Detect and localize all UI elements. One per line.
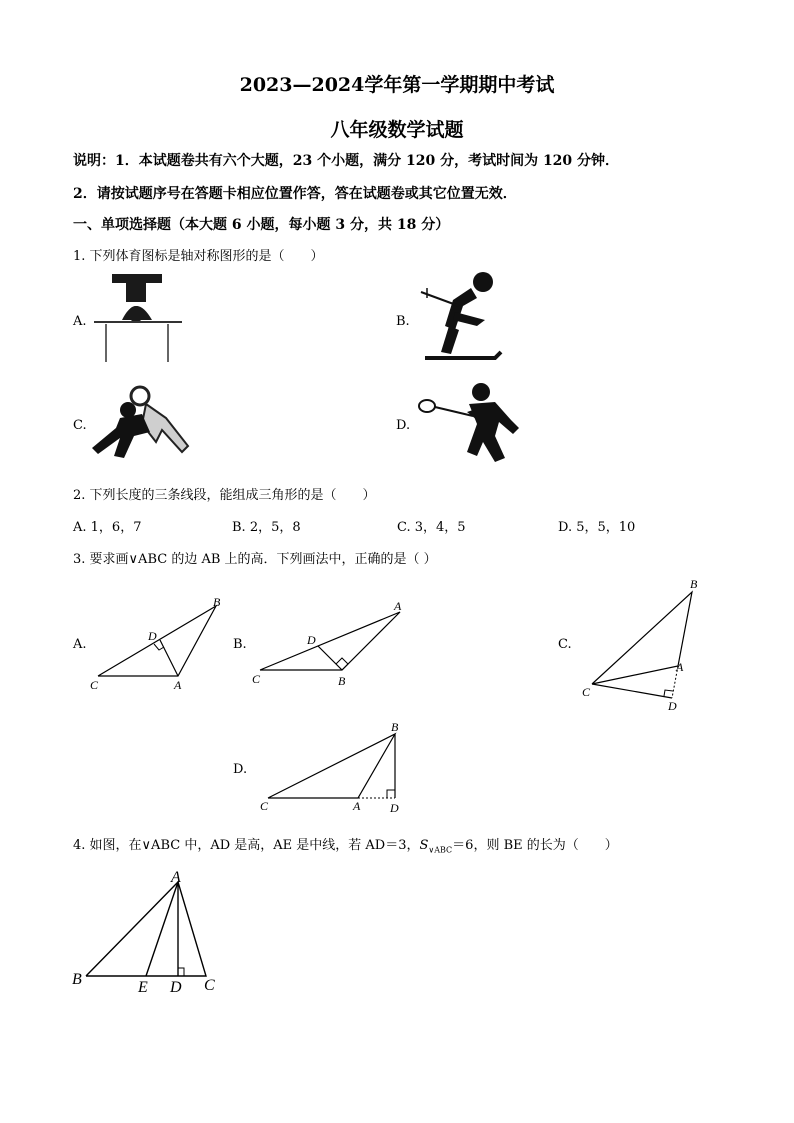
handstand-icon — [90, 268, 190, 368]
q1-option-d-label: D. — [396, 418, 411, 433]
label-a: A — [174, 678, 182, 692]
q4-stem-suffix: ＝6，则 BE 的长为（ ） — [452, 838, 618, 853]
label-c: C — [260, 799, 269, 813]
label-c: C — [252, 672, 261, 686]
instruction-line-2: 2．请按试题序号在答题卡相应位置作答，答在试题卷或其它位置无效． — [73, 186, 517, 202]
q3-option-b-label: B. — [233, 637, 247, 652]
label-b: B — [213, 595, 221, 609]
label-a: A — [676, 660, 684, 674]
label-c: C — [90, 678, 99, 692]
label-e: E — [138, 979, 148, 996]
q3-option-d-label: D. — [233, 762, 248, 777]
label-d: D — [307, 633, 316, 647]
q1-option-a-label: A. — [73, 314, 87, 329]
label-b: B — [72, 971, 82, 988]
question-1-stem: 1. 下列体育图标是轴对称图形的是（ ） — [73, 249, 324, 264]
label-d: D — [390, 801, 399, 815]
q3-figure-a — [88, 594, 228, 694]
q1-option-c-label: C. — [73, 418, 87, 433]
badminton-icon — [415, 380, 540, 466]
q3-option-a-label: A. — [73, 637, 87, 652]
label-d: D — [668, 699, 677, 713]
q3-figure-d — [252, 714, 412, 818]
instruction-line-1: 说明：1．本试题卷共有六个大题，23 个小题，满分 120 分，考试时间为 120 分钟． — [73, 153, 620, 169]
exam-title: 2023—2024学年第一学期期中考试 — [239, 74, 555, 96]
q2-option-a: A. 1，6，7 — [73, 520, 142, 535]
q3-option-c-label: C. — [558, 637, 572, 652]
question-4-stem — [73, 834, 618, 855]
label-c: C — [582, 685, 591, 699]
q4-figure — [66, 862, 236, 998]
label-a: A — [353, 799, 361, 813]
q4-area-subscript: ∨ABC — [428, 845, 453, 855]
label-b: B — [690, 577, 698, 591]
label-d: D — [170, 979, 182, 996]
q4-area-symbol: S — [419, 838, 429, 853]
label-d: D — [148, 629, 157, 643]
q3-figure-b — [248, 596, 408, 692]
skier-icon — [415, 266, 510, 368]
exam-subtitle: 八年级数学试题 — [330, 119, 464, 141]
q2-option-d: D. 5，5，10 — [558, 520, 636, 535]
label-b: B — [391, 720, 399, 734]
label-c: C — [204, 977, 215, 994]
question-2-stem: 2. 下列长度的三条线段，能组成三角形的是（ ） — [73, 488, 376, 503]
q1-option-b-label: B. — [396, 314, 410, 329]
q3-figure-c — [576, 574, 706, 714]
q2-option-c: C. 3，4，5 — [397, 520, 466, 535]
label-a: A — [171, 869, 181, 886]
section-heading: 一、单项选择题（本大题 6 小题，每小题 3 分，共 18 分） — [73, 217, 450, 233]
label-a: A — [394, 599, 402, 613]
question-3-stem: 3. 要求画∨ABC 的边 AB 上的高．下列画法中，正确的是（ ） — [73, 552, 437, 567]
q4-stem-prefix: 4. 如图，在∨ABC 中，AD 是高，AE 是中线，若 AD＝3， — [73, 838, 420, 853]
q2-option-b: B. 2，5，8 — [232, 520, 301, 535]
label-b: B — [338, 674, 346, 688]
wrestling-icon — [90, 384, 195, 464]
